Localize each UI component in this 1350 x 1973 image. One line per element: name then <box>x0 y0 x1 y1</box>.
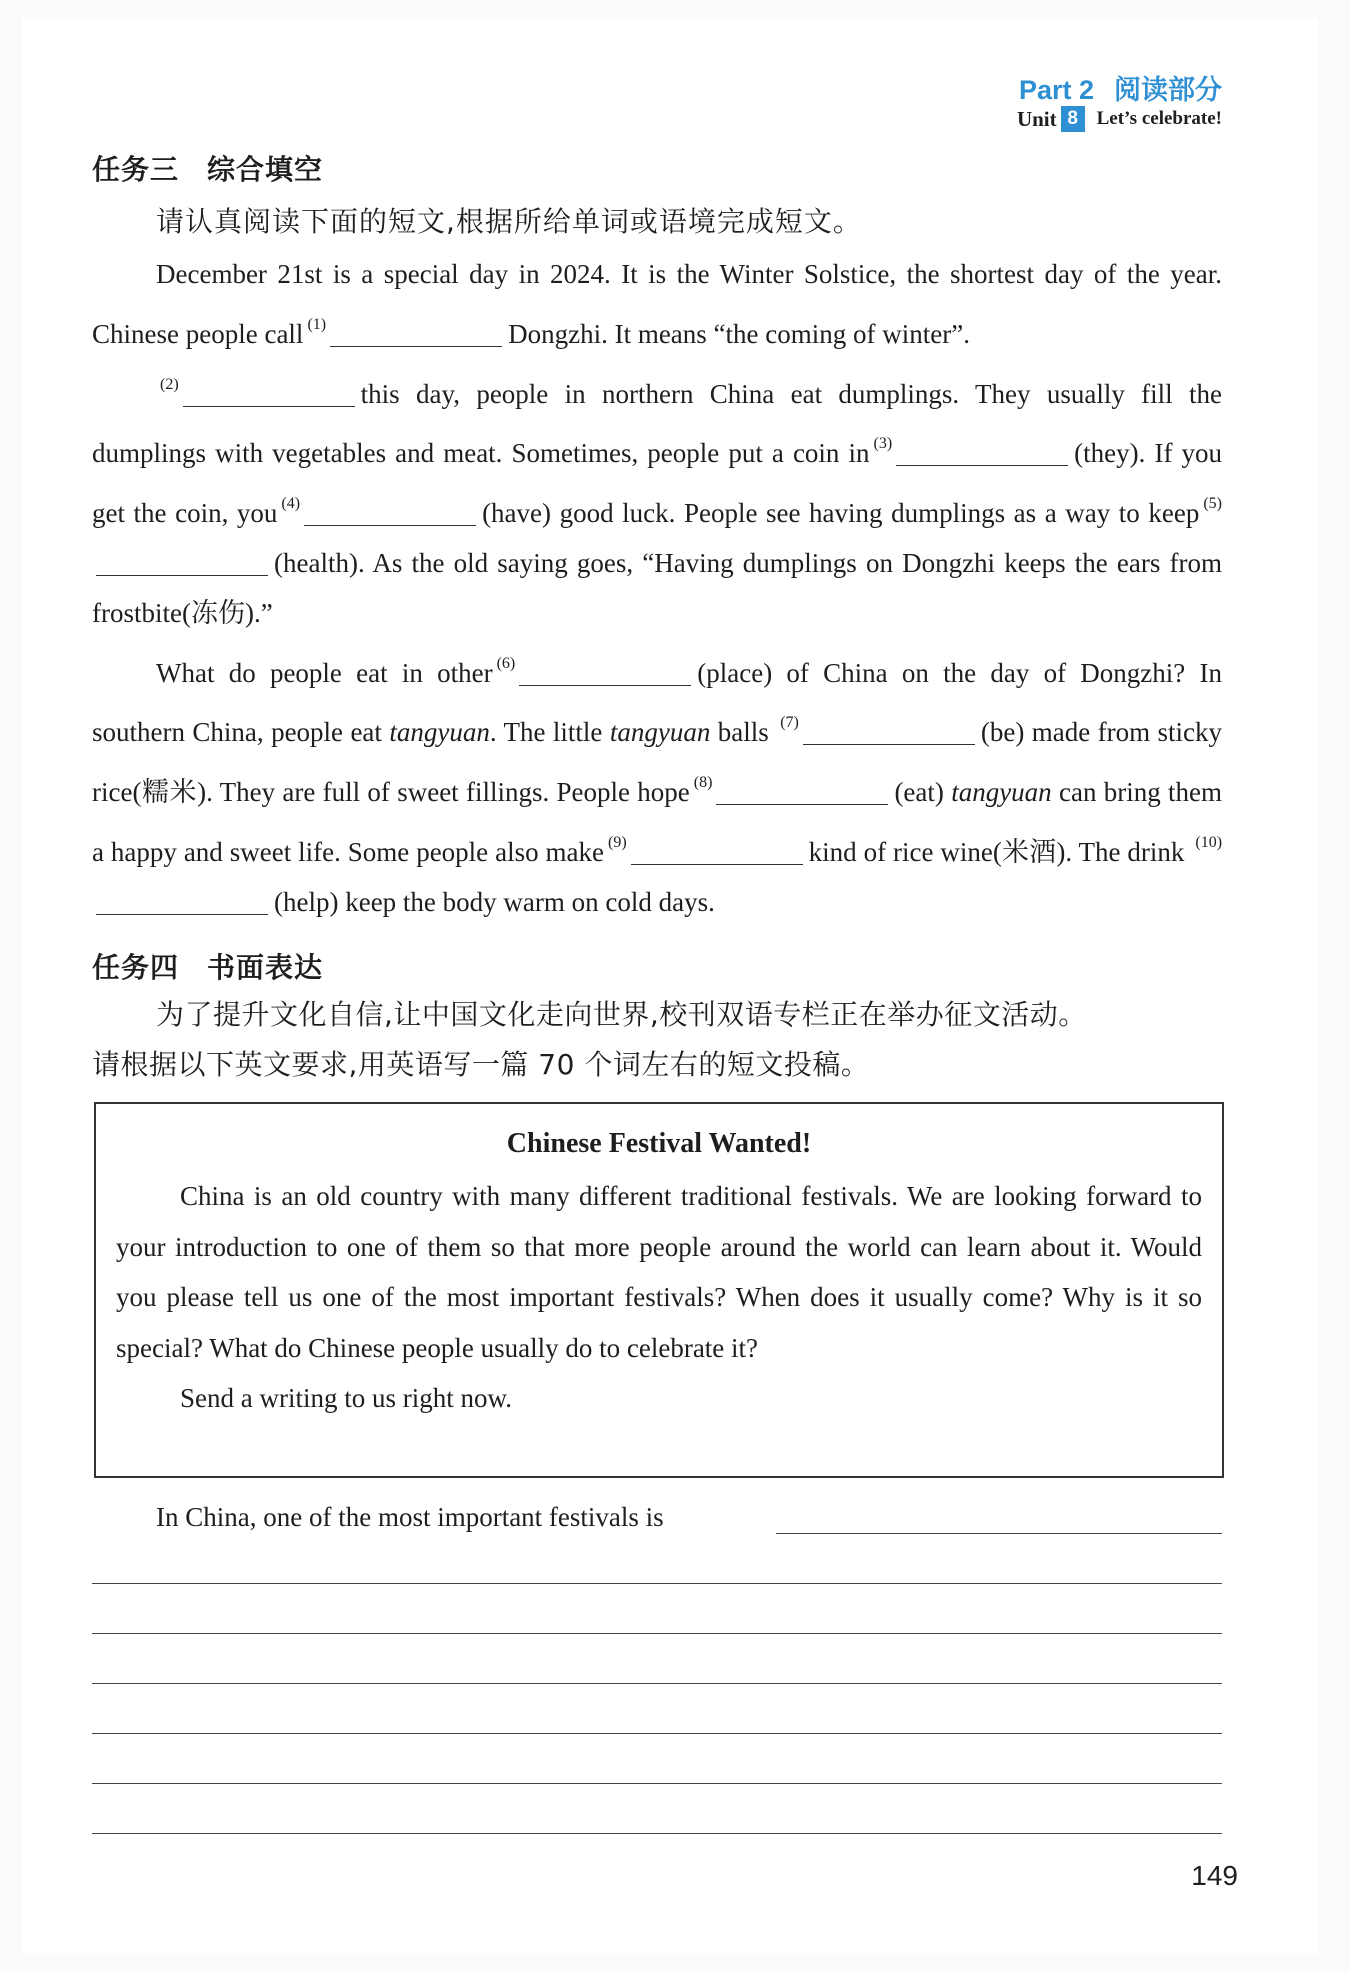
writing-line[interactable] <box>92 1683 1222 1684</box>
task4-title-number: 任务四 <box>92 951 180 984</box>
writing-line[interactable] <box>92 1733 1222 1734</box>
cloze-text: (have) good luck. People see having dumplings as a way to keep <box>482 498 1200 529</box>
cloze-text: . The little <box>489 717 603 748</box>
unit-header <box>1017 106 1222 132</box>
cloze-text: (be) made from sticky rice(糯米). They are full of sweet fillings. People hope <box>92 717 1223 808</box>
blank-number: (4) <box>281 495 301 513</box>
writing-line[interactable] <box>776 1533 1222 1534</box>
prompt-paragraph-2: Send a writing to us right now. <box>180 1383 512 1413</box>
blank-number: (8) <box>693 774 713 792</box>
answer-blank-2[interactable] <box>183 378 355 407</box>
unit-title: Let’s celebrate! <box>1096 108 1222 129</box>
cloze-passage <box>92 250 1222 928</box>
cloze-paragraph-2 <box>92 360 1222 639</box>
unit-label: Unit <box>1016 106 1057 131</box>
blank-number: (7) <box>780 714 799 732</box>
cloze-text: (health). As the old saying goes, “Having dumplings on Dongzhi keeps the ears from frostbite(冻伤).” <box>92 547 1222 628</box>
answer-blank-9[interactable] <box>631 836 803 865</box>
cloze-text: (help) keep the body warm on cold days. <box>274 886 715 917</box>
blank-number: (5) <box>1203 495 1222 513</box>
task4-title-name: 书面表达 <box>207 951 324 984</box>
cloze-text: kind of rice wine(米酒). The drink <box>808 836 1185 867</box>
cloze-text: balls <box>717 717 769 748</box>
writing-line[interactable] <box>92 1783 1222 1784</box>
cloze-text: December 21st is a special day in 2024. It is the Winter Solstice, the shortest day of the year. Chinese people call <box>92 259 1222 349</box>
part-header <box>1019 68 1222 107</box>
task3-instruction: 请认真阅读下面的短文,根据所给单词或语境完成短文。 <box>156 205 862 238</box>
italic-term: tangyuan <box>951 777 1052 808</box>
answer-blank-6[interactable] <box>519 657 691 686</box>
writing-starter: In China, one of the most important festivals is <box>156 1502 664 1532</box>
task4-title <box>92 946 323 986</box>
writing-line[interactable] <box>92 1833 1222 1834</box>
prompt-box-body <box>116 1171 1202 1424</box>
answer-blank-3[interactable] <box>896 437 1068 466</box>
writing-line[interactable] <box>92 1633 1222 1634</box>
task4-instruction-line-2: 请根据以下英文要求,用英语写一篇 70 个词左右的短文投稿。 <box>92 1048 870 1081</box>
cloze-text: Dongzhi. It means “the coming of winter”. <box>508 318 970 349</box>
task3-title-number: 任务三 <box>92 153 180 186</box>
answer-blank-8[interactable] <box>716 776 888 805</box>
prompt-box <box>94 1102 1224 1478</box>
cloze-text: this day, people in northern China eat dumplings. They usually fill the dumplings with vegetables and meat. Sometimes, people put a coin in <box>92 378 1222 469</box>
prompt-paragraph-1: China is an old country with many different traditional festivals. We are looking forward to your introduction to one of them so that more people around the world can learn about it. Would you please tell us one of the most important festivals? When does it usually come? Why is it so special? What do Chinese people usually do to celebrate it? <box>116 1181 1202 1363</box>
part-label: Part 2 <box>1018 75 1094 105</box>
cloze-text: (eat) <box>894 777 944 808</box>
task4-instruction <box>92 990 1222 1090</box>
italic-term: tangyuan <box>609 717 711 748</box>
page-number: 149 <box>1191 1860 1238 1891</box>
part-cn-label: 阅读部分 <box>1114 75 1222 105</box>
answer-blank-7[interactable] <box>803 716 975 745</box>
task4-instruction-line-1: 为了提升文化自信,让中国文化走向世界,校刊双语专栏正在举办征文活动。 <box>156 998 1087 1031</box>
cloze-text: What do people eat in other <box>156 657 493 688</box>
answer-blank-5[interactable] <box>96 547 268 576</box>
answer-blank-10[interactable] <box>96 886 268 915</box>
answer-blank-1[interactable] <box>330 318 502 347</box>
cloze-text: (place) of China on the day of Dongzhi? In southern China, people eat <box>92 657 1223 748</box>
blank-number: (10) <box>1195 833 1223 851</box>
cloze-paragraph-3 <box>92 639 1222 928</box>
task3-title-name: 综合填空 <box>207 153 324 186</box>
task3-title <box>92 148 323 188</box>
blank-number: (6) <box>496 654 516 672</box>
blank-number: (1) <box>307 315 327 333</box>
prompt-box-title: Chinese Festival Wanted! <box>506 1128 812 1159</box>
blank-number: (3) <box>873 435 893 453</box>
italic-term: tangyuan <box>389 717 490 748</box>
answer-blank-4[interactable] <box>304 497 476 526</box>
blank-number: (2) <box>160 375 179 393</box>
writing-line[interactable] <box>92 1583 1222 1584</box>
cloze-paragraph-1 <box>92 250 1222 360</box>
blank-number: (9) <box>607 833 627 851</box>
unit-number-badge: 8 <box>1061 106 1085 132</box>
cloze-text: (they). If you get the coin, you <box>92 438 1223 529</box>
cloze-text: can bring them a happy and sweet life. Some people also make <box>92 777 1223 867</box>
